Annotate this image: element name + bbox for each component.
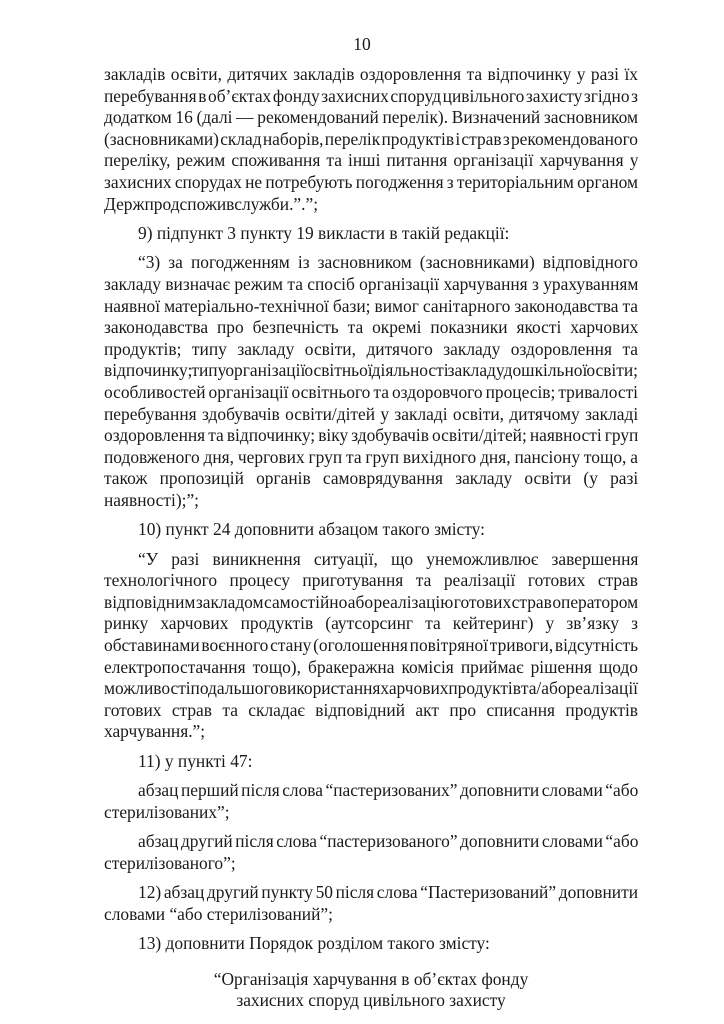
text-line: переліку, режим споживання та інші питання організації харчування у <box>104 150 639 171</box>
paragraph-item-11 <box>104 751 638 773</box>
text-line: подовженого дня, чергових груп та груп вихідного дня, пансіону тощо, а <box>104 446 638 467</box>
text-line: технологічного процесу приготування та реалізації готових страв <box>104 570 639 591</box>
text-line: готових страв та складає відповідний акт про списання продуктів <box>104 699 638 720</box>
text-line: ринку харчових продуктів (аутсорсинг та кейтеринг) у зв’язку з <box>104 613 638 634</box>
text-line: відпочинку; типу організації освітньої діяльності закладу дошкільної освіти; <box>104 360 638 381</box>
text-line: 12) абзац другий пункту 50 після слова “Пастеризований” доповнити <box>138 882 638 903</box>
text-line: абзац перший після слова “пастеризованих” доповнити словами “або <box>138 780 639 801</box>
text-line: перебування здобувачів освіти/дітей у закладі освіти, дитячому закладі <box>104 403 639 424</box>
text-line: “3) за погодженням із засновником (засновниками) відповідного <box>138 252 638 273</box>
section-heading-line: “Організація харчування в об’єктах фонду <box>213 968 529 989</box>
text-line: наявності);”; <box>104 489 199 510</box>
text-line: 13) доповнити Порядок розділом такого змісту: <box>138 933 490 954</box>
text-line: додатком 16 (далі — рекомендований перелік). Визначений засновником <box>104 107 638 128</box>
page-number: 10 <box>353 34 371 54</box>
paragraph-item-10-text <box>104 549 638 743</box>
text-line: стерилізованого”; <box>104 852 236 873</box>
text-line: абзац другий після слова “пастеризованого” доповнити словами “або <box>138 831 639 852</box>
text-line: наявної матеріально-технічної бази; вимог санітарного законодавства та <box>104 295 638 316</box>
text-line: словами “або стерилізований”; <box>104 903 333 924</box>
text-line: обставинами воєнного стану (оголошення повітряної тривоги, відсутність <box>104 635 638 656</box>
paragraph-item-9-text <box>104 252 638 511</box>
text-line: оздоровлення та відпочинку; віку здобувачів освіти/дітей; наявності груп <box>104 425 639 446</box>
paragraph-continuation <box>104 64 638 215</box>
text-line: (засновниками) склад наборів, перелік продуктів і страв з рекомендованого <box>104 128 638 149</box>
text-line: можливості подальшого використання харчових продуктів та/або реалізації <box>104 678 638 699</box>
text-line: продуктів; типу закладу освіти, дитячого закладу оздоровлення та <box>104 338 638 359</box>
text-line: 9) підпункт 3 пункту 19 викласти в такій редакції: <box>138 222 510 243</box>
paragraph-item-11-b <box>104 831 638 874</box>
text-line: перебування в об’єктах фонду захисних споруд цивільного захисту згідно з <box>104 85 638 106</box>
document-body <box>104 64 638 1011</box>
text-line: особливостей організації освітнього та оздоровчого процесів; тривалості <box>104 381 638 402</box>
paragraph-item-13 <box>104 933 638 955</box>
text-line: 10) пункт 24 доповнити абзацом такого змісту: <box>138 519 485 540</box>
text-line: 11) у пункті 47: <box>138 750 253 771</box>
text-line: електропостачання тощо), бракеражна комісія приймає рішення щодо <box>104 656 638 677</box>
text-line: “У разі виникнення ситуації, що унеможливлює завершення <box>138 548 639 569</box>
paragraph-item-10 <box>104 519 638 541</box>
text-line: відповідним закладом самостійно або реалізацію готових страв оператором <box>104 591 639 612</box>
text-line: законодавства про безпечність та окремі показники якості харчових <box>104 317 639 338</box>
section-heading-line: захисних споруд цивільного захисту <box>236 989 506 1010</box>
text-line: харчування.”; <box>104 721 206 742</box>
section-heading <box>104 969 638 1011</box>
text-line: захисних спорудах не потребують погодження з територіальним органом <box>104 171 638 192</box>
text-line: стерилізованих”; <box>104 801 230 822</box>
text-line: Держпродспоживслужби.”.”; <box>104 193 319 214</box>
text-line: закладу визначає режим та спосіб організації харчування з урахуванням <box>104 273 639 294</box>
text-line: закладів освіти, дитячих закладів оздоровлення та відпочинку у разі їх <box>104 64 638 84</box>
paragraph-item-9 <box>104 223 638 245</box>
text-line: також пропозицій органів самоврядування закладу освіти (у разі <box>104 468 639 489</box>
paragraph-item-11-a <box>104 780 638 823</box>
paragraph-item-12 <box>104 882 638 925</box>
